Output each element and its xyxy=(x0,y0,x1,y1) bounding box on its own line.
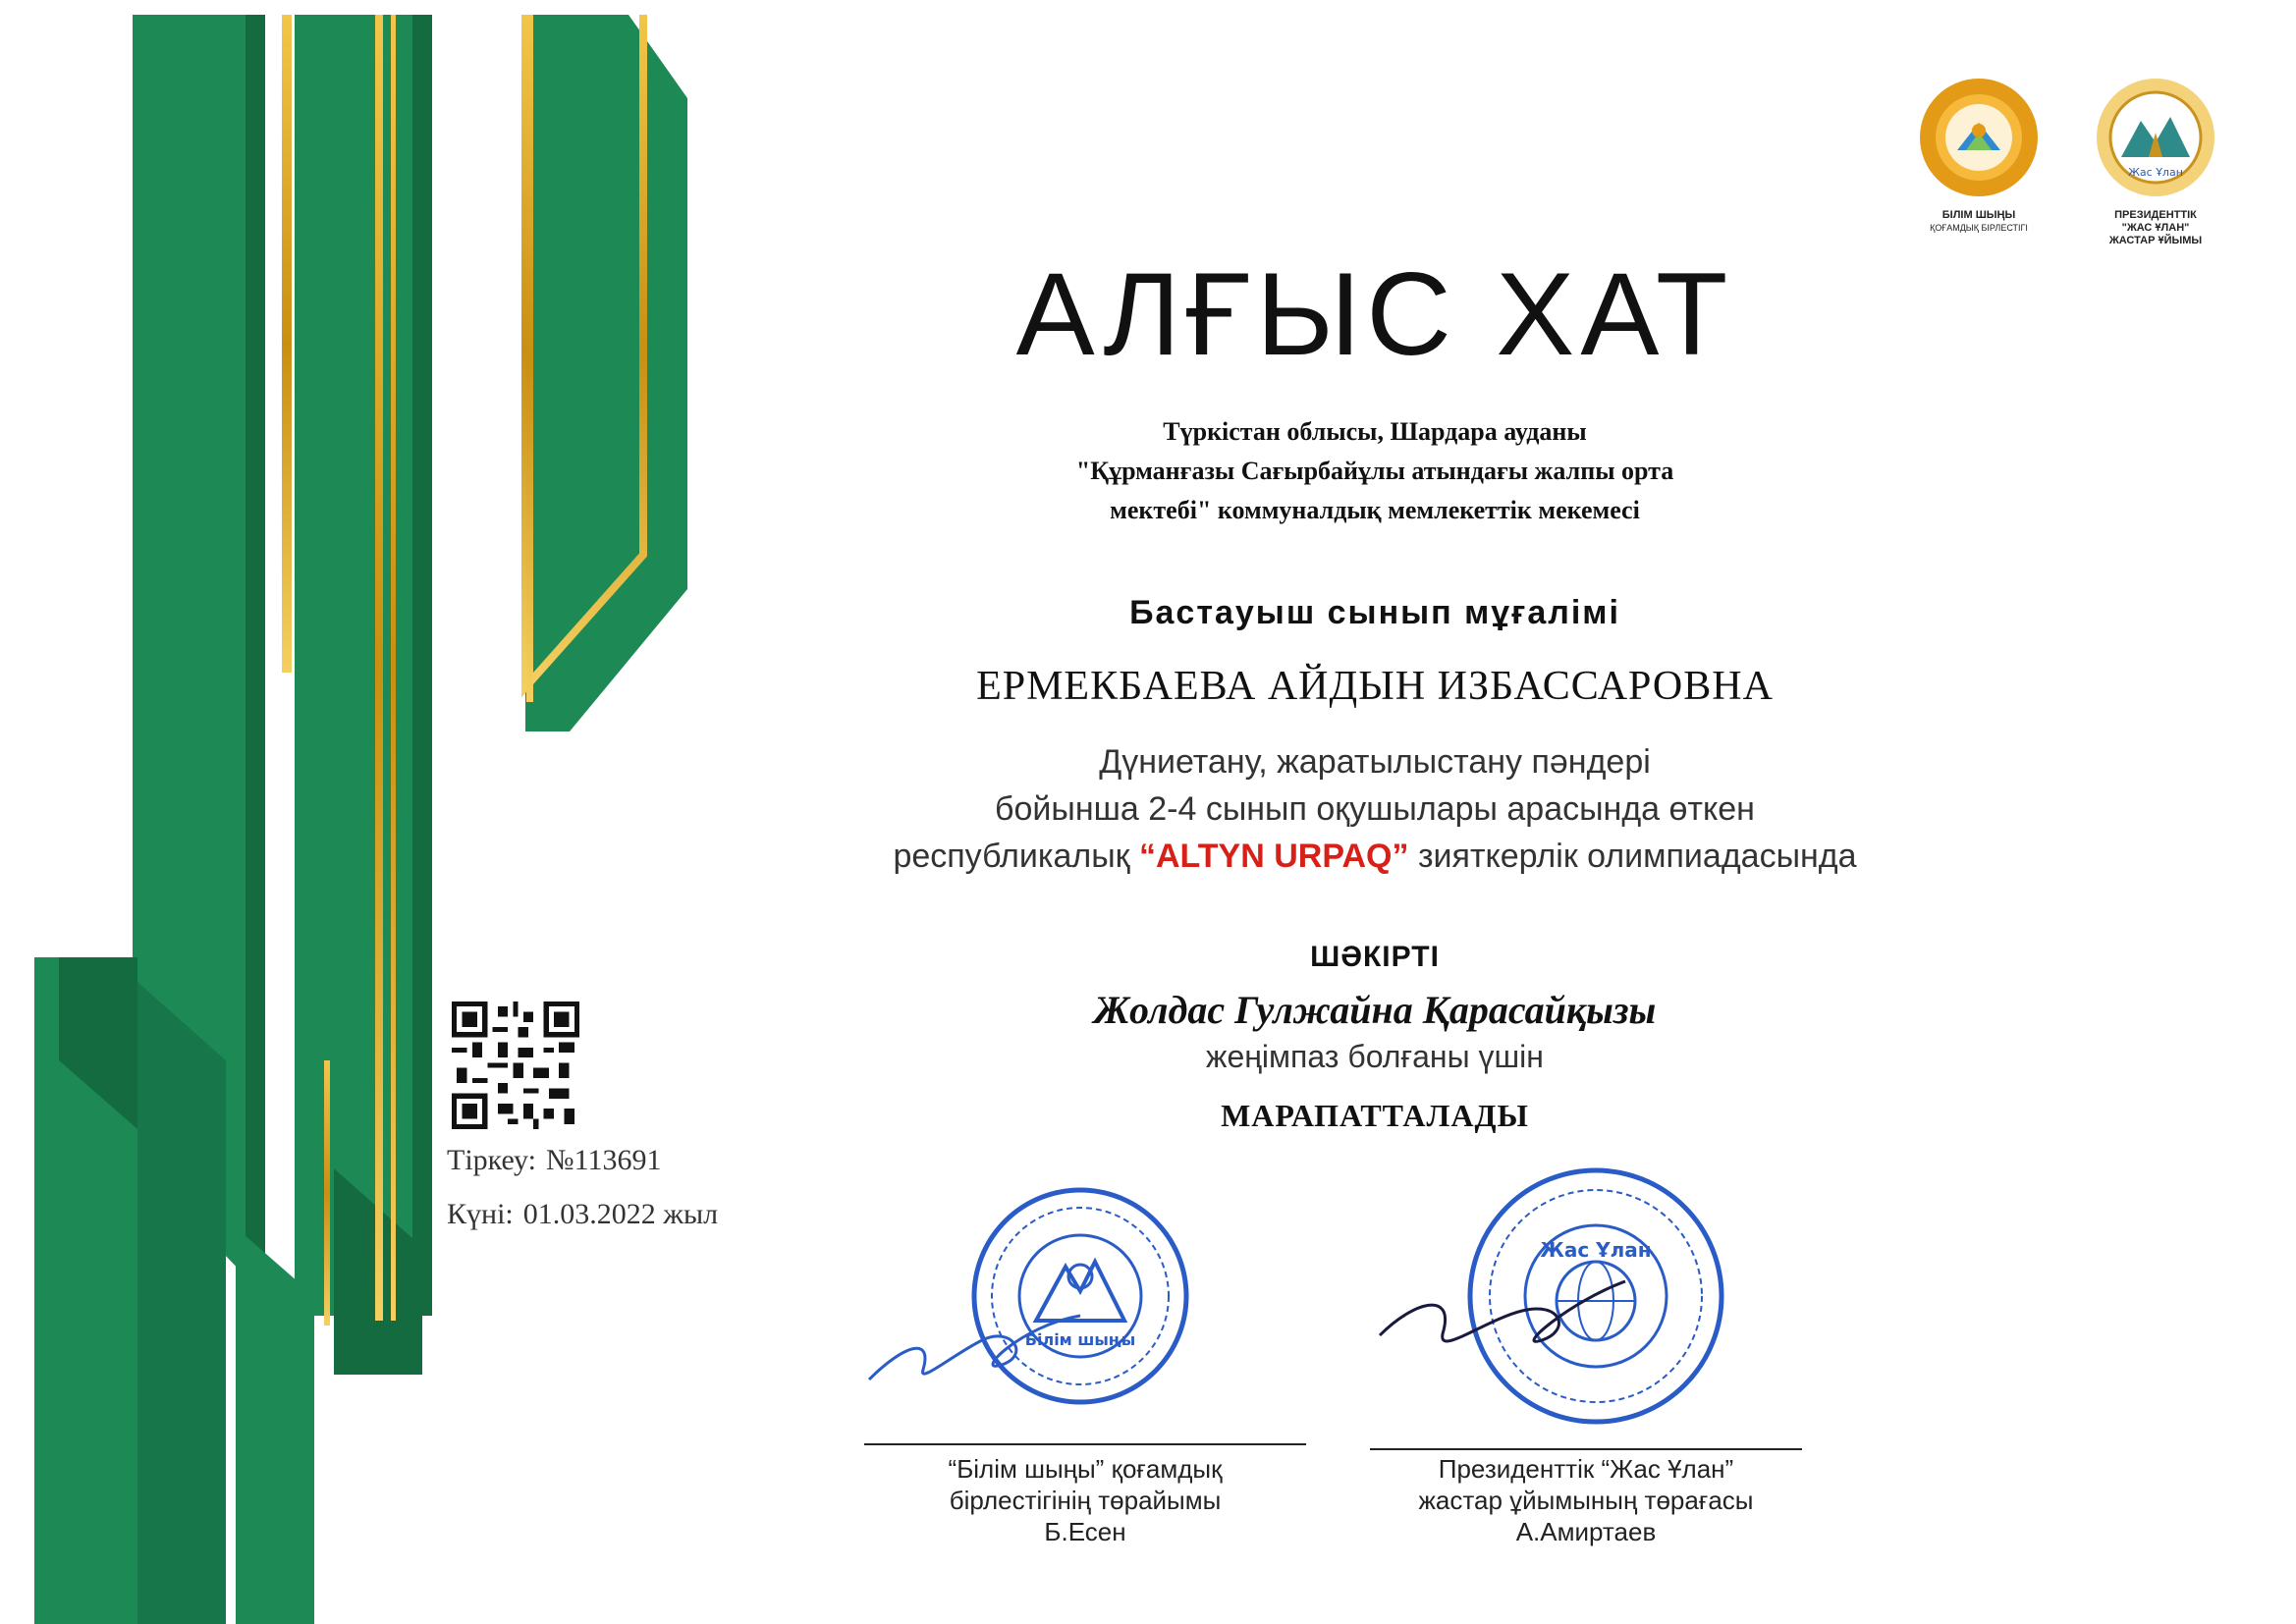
organization-line: "Құрманғазы Сағырбайұлы атындағы жалпы орта xyxy=(1075,457,1674,485)
registration-number xyxy=(447,1144,672,1177)
signer-line: жастар ұйымының төрағасы xyxy=(1418,1486,1754,1515)
logo-caption: ПРЕЗИДЕНТТІК "ЖАС ҰЛАН" ЖАСТАР ҰЙЫМЫ xyxy=(2108,209,2203,246)
student-name: Жолдас Гулжайна Қарасайқызы xyxy=(1093,988,1657,1032)
organization-line: Түркістан облысы, Шардара ауданы xyxy=(1163,417,1587,446)
signature-mark xyxy=(1375,1262,1630,1380)
organization-line: мектебі" коммуналдық мемлекеттік мекемесі xyxy=(1110,496,1640,524)
issue-date xyxy=(447,1198,728,1231)
teacher-name: ЕРМЕКБАЕВА АЙДЫН ИЗБАССАРОВНА xyxy=(976,664,1774,709)
signer-line: Президенттік “Жас Ұлан” xyxy=(1438,1454,1734,1484)
date-value: 01.03.2022 жыл xyxy=(522,1198,719,1230)
green-stripe xyxy=(525,15,687,731)
gold-stripe xyxy=(282,15,292,673)
gold-stripe xyxy=(391,15,396,1321)
signer-line: “Білім шыңы” қоғамдық xyxy=(948,1454,1223,1484)
signer-name: А.Амиртаев xyxy=(1515,1517,1657,1546)
signer-block xyxy=(840,1453,1331,1547)
stamp-text: Білім шыңы xyxy=(1024,1330,1136,1349)
laurel-emblem-icon xyxy=(2092,74,2219,201)
date-label: Күні: xyxy=(447,1198,514,1230)
gold-stripe xyxy=(324,1060,330,1326)
signature-line xyxy=(1370,1448,1802,1450)
winner-text: жеңімпаз болғаны үшін xyxy=(1206,1039,1544,1074)
description-line: республикалық “ALTYN URPAQ” зияткерлік олимпиадасында xyxy=(893,838,1857,875)
awarded-text: МАРАПАТТАЛАДЫ xyxy=(1221,1098,1529,1133)
bilim-shyny-logo xyxy=(1905,74,2052,235)
stamp-text: Жас Ұлан xyxy=(1540,1238,1652,1262)
description-line: бойынша 2-4 сынып оқушылары арасында өткен xyxy=(995,790,1755,828)
green-stripe xyxy=(412,15,432,1316)
description-line: Дүниетану, жаратылыстану пәндері xyxy=(1099,743,1651,781)
zhas-ulan-logo xyxy=(2082,74,2229,247)
signer-block xyxy=(1340,1453,1831,1547)
registration-label: Тіркеу: xyxy=(447,1144,536,1176)
logo-caption: БІЛІМ ШЫҢЫ ҚОҒАМДЫҚ БІРЛЕСТІГІ xyxy=(1930,209,2028,233)
signature-mark xyxy=(864,1286,1090,1404)
olympiad-name: “ALTYN URPAQ” xyxy=(1138,838,1409,875)
registration-value: №113691 xyxy=(546,1144,662,1176)
signature-line xyxy=(864,1443,1306,1445)
student-label: ШӘКІРТІ xyxy=(1310,941,1440,973)
green-stripe xyxy=(246,15,265,1276)
sun-emblem-icon xyxy=(1915,74,2043,201)
badge-text: Жас Ұлан xyxy=(2128,166,2183,179)
qr-code-icon[interactable] xyxy=(452,1001,579,1129)
teacher-position: Бастауыш сынып мұғалімі xyxy=(1129,594,1620,631)
organization-block xyxy=(786,412,1964,530)
certificate-title: АЛҒЫС ХАТ xyxy=(1015,248,1734,380)
green-stripe xyxy=(137,982,226,1624)
signer-name: Б.Есен xyxy=(1044,1517,1126,1546)
achievement-description xyxy=(687,738,2062,880)
signer-line: бірлестігінің төрайымы xyxy=(949,1486,1222,1515)
green-stripe xyxy=(236,1227,314,1624)
gold-stripe xyxy=(526,15,533,702)
gold-stripe xyxy=(375,15,383,1321)
